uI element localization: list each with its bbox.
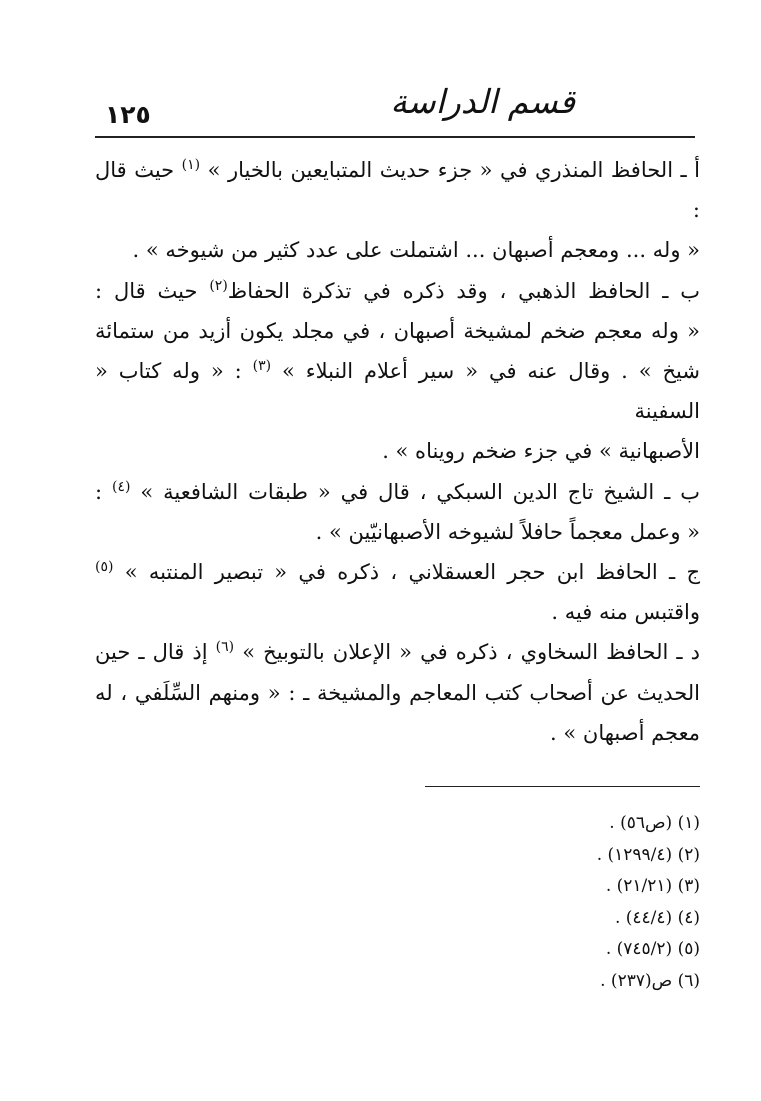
main-text [95, 150, 700, 753]
footnote-item: (٢) (١٢٩٩/٤) . [596, 844, 700, 865]
text-segment: حيث قال : [95, 158, 700, 223]
footnote-item: (٤) (٤٤/٤) . [614, 907, 700, 928]
text-segment: ب ـ الحافظ الذهبي ، وقد ذكره في تذكرة الحفاظ [227, 278, 700, 303]
page-number: ١٢٥ [105, 100, 151, 129]
text-line [95, 673, 700, 713]
page-header [95, 78, 695, 138]
text-line [95, 632, 700, 672]
header-rule [95, 136, 695, 138]
text-line [95, 351, 700, 431]
text-line [95, 512, 700, 552]
text-segment: ج ـ الحافظ ابن حجر العسقلاني ، ذكره في « تبصير المنتبه » [113, 560, 700, 585]
text-segment: د ـ الحافظ السخاوي ، ذكره في « الإعلان بالتوبيخ » [234, 640, 701, 665]
text-line [95, 472, 700, 512]
footnote-reference: (٤) [111, 478, 131, 495]
footnote-item: (٣) (٢١/٢١) . [605, 876, 700, 897]
text-line [95, 552, 700, 592]
text-segment: حيث قال : [95, 278, 210, 303]
text-line [95, 431, 700, 471]
text-segment: واقتبس منه فيه . [551, 600, 700, 625]
footnote-reference: (١) [181, 157, 201, 173]
footnote-item: (١) (ص٥٦) . [609, 813, 700, 833]
footnote-reference: (٥) [95, 559, 114, 576]
text-segment: « وله معجم ضخم لمشيخة أصبهان ، في مجلد يكون أزيد من ستمائة [95, 318, 700, 343]
text-segment: ب ـ الشيخ تاج الدين السبكي ، قال في « طبقات الشافعية » [130, 479, 700, 504]
text-line [95, 230, 700, 270]
footnote-item: (٦) ص(٢٣٧) . [600, 970, 700, 991]
text-segment: « وعمل معجماً حافلاً لشيوخه الأصبهانيّين » . [315, 519, 700, 544]
running-title: قسم الدراسة [390, 82, 575, 121]
footnote-reference: (٣) [252, 358, 272, 375]
footnote-item: (٥) (٧٤٥/٢) . [605, 939, 700, 960]
footnote-reference: (٦) [215, 639, 235, 656]
text-line [95, 150, 700, 230]
text-segment: الأصبهانية » في جزء ضخم رويناه » . [382, 439, 700, 464]
footnotes [300, 808, 700, 998]
text-segment: : « وله كتاب « السفينة [95, 359, 700, 424]
footnote-rule [425, 786, 700, 787]
text-line [95, 592, 700, 632]
text-segment: أ ـ الحافظ المنذري في « جزء حديث المتبايعين بالخيار » [200, 158, 701, 182]
text-segment: شيخ » . وقال عنه في « سير أعلام النبلاء » [271, 359, 700, 384]
text-segment: : [95, 479, 112, 504]
text-segment: الحديث عن أصحاب كتب المعاجم والمشيخة ـ : « ومنهم السِّلَفي ، له [95, 680, 700, 705]
text-segment: إذ قال ـ حين [95, 640, 216, 665]
text-line [95, 271, 700, 311]
text-line [95, 311, 700, 351]
text-segment: معجم أصبهان » . [550, 720, 700, 745]
footnote-reference: (٢) [209, 277, 228, 294]
text-line [95, 713, 700, 753]
text-segment: « وله ... ومعجم أصبهان ... اشتملت على عدد كثير من شيوخه » . [132, 238, 700, 263]
